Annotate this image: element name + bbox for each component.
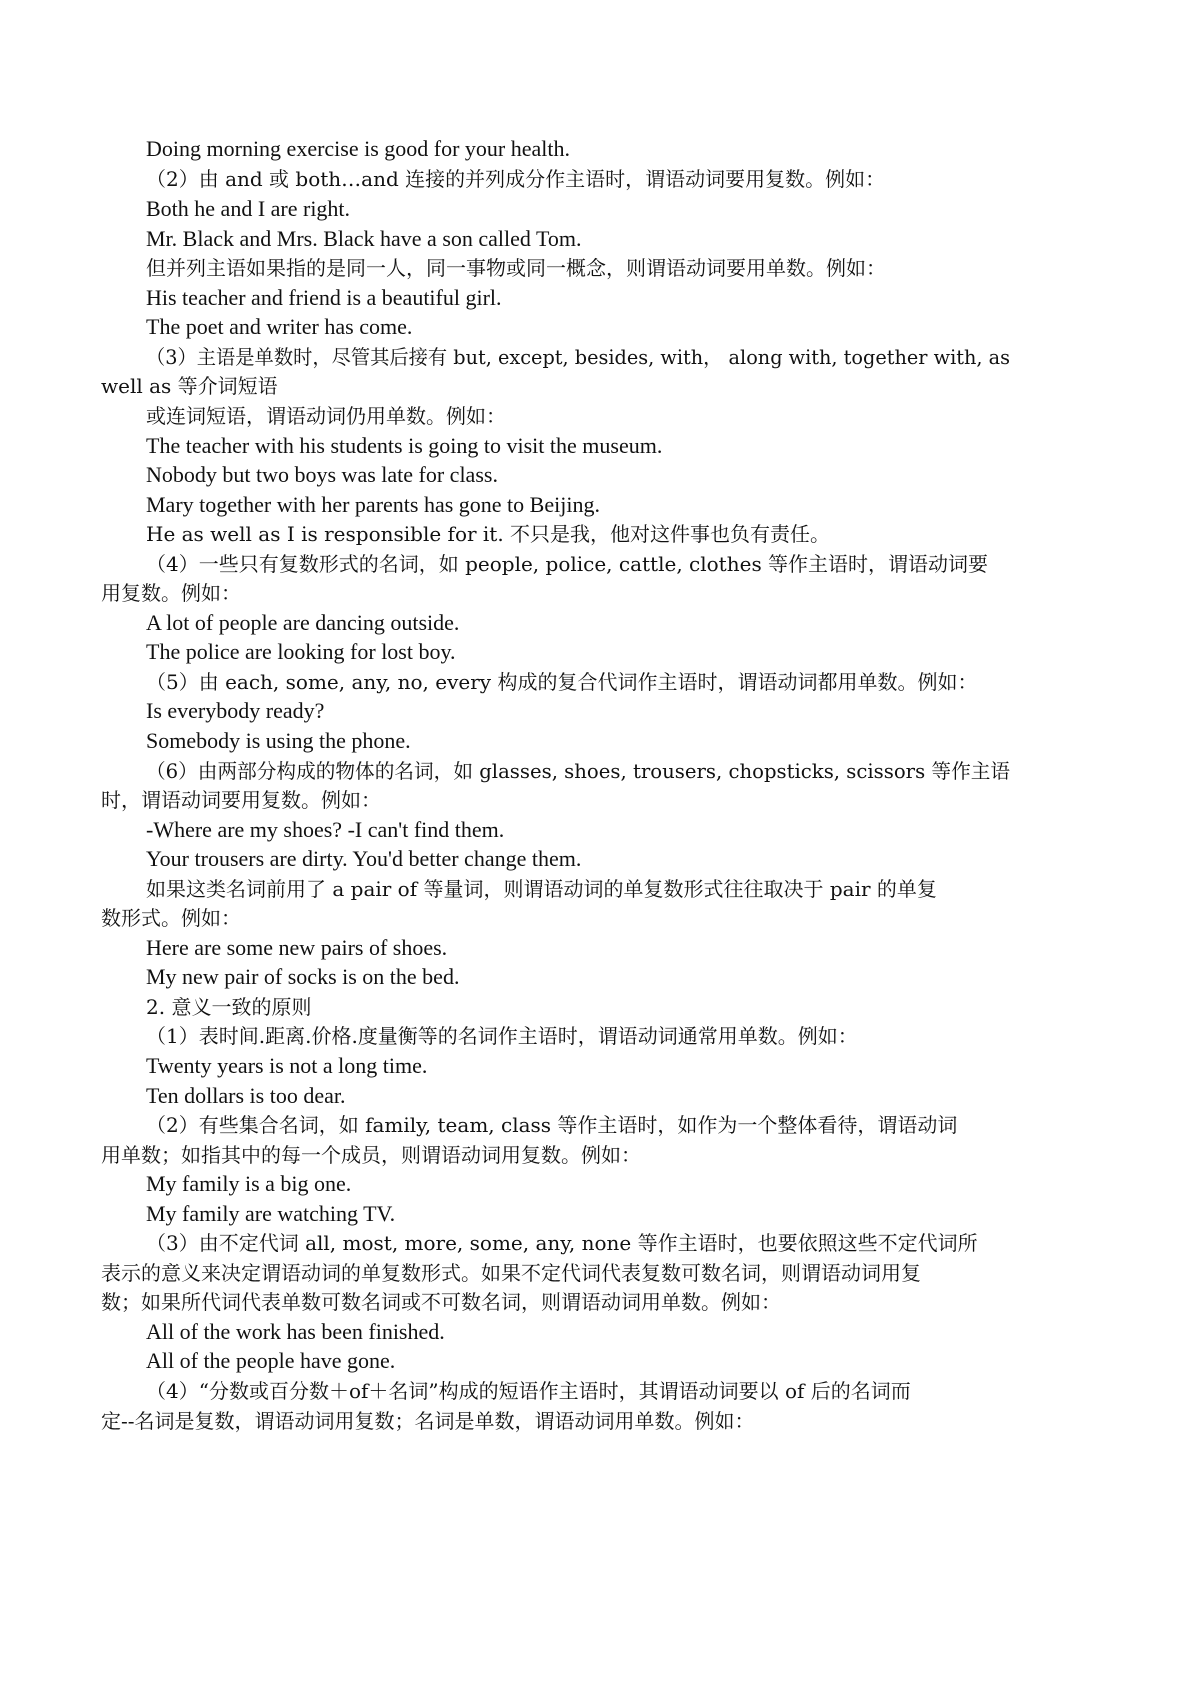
line-text: （3）由不定代词 all, most, more, some, any, none 等作主语时，也要依照这些不定代词所 <box>146 1231 978 1255</box>
text-line <box>0 311 1191 343</box>
line-text: The police are looking for lost boy. <box>146 639 456 664</box>
text-line <box>0 223 1191 255</box>
line-text: 定--名词是复数，谓语动词用复数；名词是单数，谓语动词用单数。例如： <box>101 1409 755 1433</box>
line-text: 如果这类名词前用了 a pair of 等量词，则谓语动词的单复数形式往往取决于 pair 的单复 <box>146 877 937 901</box>
text-line <box>0 459 1191 491</box>
line-text: He as well as I is responsible for it. 不只是我，他对这件事也负有责任。 <box>146 522 831 546</box>
line-text: Both he and I are right. <box>146 196 351 221</box>
text-line <box>0 193 1191 225</box>
text-line <box>0 666 1191 698</box>
line-text: The teacher with his students is going to visit the museum. <box>146 433 663 458</box>
text-line <box>0 1375 1191 1407</box>
line-text: 表示的意义来决定谓语动词的单复数形式。如果不定代词代表复数可数名词，则谓语动词用复 <box>101 1261 921 1285</box>
line-text: （4）“分数或百分数＋of＋名词”构成的短语作主语时，其谓语动词要以 of 后的名词而 <box>146 1379 911 1403</box>
text-line <box>0 695 1191 727</box>
text-line <box>0 636 1191 668</box>
line-text: The poet and writer has come. <box>146 314 413 339</box>
line-text: All of the people have gone. <box>146 1348 396 1373</box>
text-line <box>0 1345 1191 1377</box>
line-text: （1）表时间.距离.价格.度量衡等的名词作主语时，谓语动词通常用单数。例如： <box>146 1024 858 1048</box>
line-text: 或连词短语，谓语动词仍用单数。例如： <box>146 404 506 428</box>
line-text: well as 等介词短语 <box>101 374 278 398</box>
line-text: Ten dollars is too dear. <box>146 1083 346 1108</box>
line-text: Here are some new pairs of shoes. <box>146 935 448 960</box>
text-line <box>0 1405 1191 1437</box>
line-text: Your trousers are dirty. You'd better change them. <box>146 846 582 871</box>
text-line <box>0 1139 1191 1171</box>
text-line <box>0 843 1191 875</box>
line-text: 用单数；如指其中的每一个成员，则谓语动词用复数。例如： <box>101 1143 641 1167</box>
text-line <box>0 902 1191 934</box>
line-text: （5）由 each, some, any, no, every 构成的复合代词作主语时，谓语动词都用单数。例如： <box>146 670 978 694</box>
text-line <box>0 873 1191 905</box>
text-line <box>0 400 1191 432</box>
line-text: Somebody is using the phone. <box>146 728 411 753</box>
line-text: My family is a big one. <box>146 1171 352 1196</box>
text-line <box>0 1109 1191 1141</box>
line-text: All of the work has been finished. <box>146 1319 445 1344</box>
text-line <box>0 370 1191 402</box>
line-text: 数；如果所代词代表单数可数名词或不可数名词，则谓语动词用单数。例如： <box>101 1290 781 1314</box>
text-line <box>0 1286 1191 1318</box>
line-text: Mr. Black and Mrs. Black have a son called Tom. <box>146 226 582 251</box>
text-line <box>0 1227 1191 1259</box>
text-line <box>0 1020 1191 1052</box>
text-line <box>0 1316 1191 1348</box>
text-line <box>0 1257 1191 1289</box>
line-text: Mary together with her parents has gone to Beijing. <box>146 492 600 517</box>
text-line <box>0 548 1191 580</box>
text-line <box>0 814 1191 846</box>
line-text: His teacher and friend is a beautiful girl. <box>146 285 502 310</box>
text-line <box>0 1168 1191 1200</box>
text-line <box>0 755 1191 787</box>
text-line <box>0 252 1191 284</box>
line-text: 数形式。例如： <box>101 906 241 930</box>
text-line <box>0 1198 1191 1230</box>
line-text: 2. 意义一致的原则 <box>146 995 312 1019</box>
text-line <box>0 577 1191 609</box>
text-line <box>0 489 1191 521</box>
line-text: （2）由 and 或 both…and 连接的并列成分作主语时，谓语动词要用复数。例如： <box>146 167 886 191</box>
line-text: 时，谓语动词要用复数。例如： <box>101 788 381 812</box>
line-text: Doing morning exercise is good for your health. <box>146 136 571 161</box>
line-text: （2）有些集合名词，如 family, team, class 等作主语时，如作为一个整体看待，谓语动词 <box>146 1113 958 1137</box>
text-line <box>0 607 1191 639</box>
text-line <box>0 163 1191 195</box>
text-line <box>0 341 1191 373</box>
text-line <box>0 518 1191 550</box>
text-line <box>0 991 1191 1023</box>
line-text: My family are watching TV. <box>146 1201 396 1226</box>
line-text: （4）一些只有复数形式的名词，如 people, police, cattle, clothes 等作主语时，谓语动词要 <box>146 552 989 576</box>
text-line <box>0 282 1191 314</box>
line-text: 用复数。例如： <box>101 581 241 605</box>
text-line <box>0 1050 1191 1082</box>
line-text: Nobody but two boys was late for class. <box>146 462 498 487</box>
text-line <box>0 784 1191 816</box>
text-line <box>0 133 1191 165</box>
line-text: （6）由两部分构成的物体的名词，如 glasses, shoes, trousers, chopsticks, scissors 等作主语 <box>146 759 1011 783</box>
text-line <box>0 725 1191 757</box>
line-text: （3）主语是单数时，尽管其后接有 but, except, besides, with， along with, together with, as <box>146 345 1011 369</box>
line-text: Twenty years is not a long time. <box>146 1053 428 1078</box>
text-line <box>0 430 1191 462</box>
line-text: Is everybody ready? <box>146 698 325 723</box>
line-text: A lot of people are dancing outside. <box>146 610 460 635</box>
text-line <box>0 961 1191 993</box>
line-text: My new pair of socks is on the bed. <box>146 964 460 989</box>
text-line <box>0 932 1191 964</box>
text-line <box>0 1080 1191 1112</box>
line-text: 但并列主语如果指的是同一人，同一事物或同一概念，则谓语动词要用单数。例如： <box>146 256 886 280</box>
line-text: -Where are my shoes? -I can't find them. <box>146 817 505 842</box>
